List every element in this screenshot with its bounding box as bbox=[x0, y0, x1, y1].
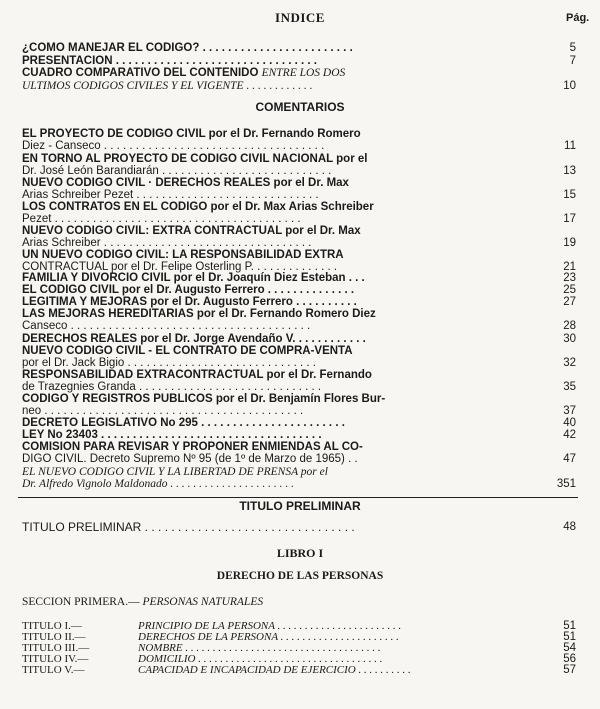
titulo-page-number: 51 bbox=[563, 620, 576, 632]
comentario-entry-continuation: Arias Schreiber Pezet . . . . . . . . . . . . . . . . . . . . . . . . . . . . . bbox=[22, 189, 319, 201]
comentario-page-number: 37 bbox=[563, 405, 576, 417]
comentario-page-number: 28 bbox=[563, 320, 576, 332]
comentario-entry-continuation: Canseco . . . . . . . . . . . . . . . . . . . . . . . . . . . . . . . . . . . . . . bbox=[22, 320, 311, 332]
comentario-entry: NUEVO CODIGO CIVIL · DERECHOS REALES por el Dr. Max bbox=[22, 177, 349, 189]
intro-page-number: 7 bbox=[569, 55, 576, 67]
comentario-page-number: 19 bbox=[563, 237, 576, 249]
comentario-entry: DERECHOS REALES por el Dr. Jorge Avendaño V. . . . . . . . . . . . bbox=[22, 333, 366, 345]
comentario-entry-continuation: Pezet . . . . . . . . . . . . . . . . . . . . . . . . . . . . . . . . . . . . . . . bbox=[22, 213, 301, 225]
titulo-preliminar-entry: TITULO PRELIMINAR . . . . . . . . . . . . . . . . . . . . . . . . . . . . . . . . bbox=[22, 521, 355, 533]
comentario-page-number: 351 bbox=[556, 478, 576, 490]
intro-entry-cuadro-line2: ULTIMOS CODIGOS CIVILES Y EL VIGENTE . . . . . . . . . . . . bbox=[22, 80, 313, 92]
comentario-page-number: 30 bbox=[563, 333, 576, 345]
page-title: INDICE bbox=[275, 10, 325, 25]
comentario-entry: LAS MEJORAS HEREDITARIAS por el Dr. Fernando Romero Diez bbox=[22, 308, 376, 320]
comentario-entry: LEY No 23403 . . . . . . . . . . . . . . . . . . . . . . . . . . . . . . . . . . . bbox=[22, 429, 322, 441]
comentario-page-number: 35 bbox=[563, 381, 576, 393]
cuadro-title: CUADRO COMPARATIVO DEL CONTENIDO bbox=[22, 67, 259, 79]
comentario-entry-continuation: Diez - Canseco . . . . . . . . . . . . . . . . . . . . . . . . . . . . . . . . . . . bbox=[22, 140, 325, 152]
comentario-entry-continuation: DIGO CIVIL. Decreto Supremo Nº 95 (de 1º de Marzo de 1965) . . bbox=[22, 453, 358, 465]
comentario-entry-continuation: CONTRACTUAL por el Dr. Felipe Osterling P. . . . . . . . . . . . . . bbox=[22, 261, 338, 273]
comentario-entry-continuation: Dr. Alfredo Vignolo Maldonado . . . . . . . . . . . . . . . . . . . . . . bbox=[22, 478, 294, 490]
comentario-entry: FAMILIA Y DIVORCIO CIVIL por el Dr. Joaquín Diez Esteban . . . bbox=[22, 272, 365, 284]
titulo-name: DOMICILIO . . . . . . . . . . . . . . . . . . . . . . . . . . . . . . . . . . bbox=[138, 653, 383, 665]
titulo-preliminar-page-number: 48 bbox=[563, 521, 576, 533]
comentario-entry: COMISION PARA REVISAR Y PROPONER ENMIENDAS AL CO- bbox=[22, 441, 363, 453]
titulo-page-number: 54 bbox=[563, 642, 576, 654]
titulo-label: TITULO II.— bbox=[22, 631, 86, 643]
titulo-label: TITULO III.— bbox=[22, 642, 90, 654]
comentario-entry: LEGITIMA Y MEJORAS por el Dr. Augusto Ferrero . . . . . . . . . . bbox=[22, 296, 357, 308]
titulo-page-number: 51 bbox=[563, 631, 576, 643]
comentario-entry: EN TORNO AL PROYECTO DE CODIGO CIVIL NACIONAL por el bbox=[22, 153, 368, 165]
intro-page-number: 10 bbox=[563, 80, 576, 92]
comentario-entry: UN NUEVO CODIGO CIVIL: LA RESPONSABILIDAD EXTRA bbox=[22, 249, 344, 261]
titulo-name: PRINCIPIO DE LA PERSONA . . . . . . . . . . . . . . . . . . . . . . . bbox=[138, 620, 402, 632]
comentario-entry: CODIGO Y REGISTROS PUBLICOS por el Dr. Benjamín Flores Bur- bbox=[22, 393, 386, 405]
comentario-entry: NUEVO CODIGO CIVIL - EL CONTRATO DE COMPRA-VENTA bbox=[22, 345, 353, 357]
comentario-page-number: 11 bbox=[564, 140, 576, 152]
intro-entry-como-manejar: ¿COMO MANEJAR EL CODIGO? . . . . . . . . . . . . . . . . . . . . . . . . bbox=[22, 42, 353, 54]
titulo-name: DERECHOS DE LA PERSONA . . . . . . . . . . . . . . . . . . . . . . bbox=[138, 631, 399, 643]
comentario-page-number: 13 bbox=[563, 165, 576, 177]
comentario-page-number: 15 bbox=[563, 189, 576, 201]
comentario-page-number: 42 bbox=[563, 429, 576, 441]
titulo-name: CAPACIDAD E INCAPACIDAD DE EJERCICIO . . . . . . . . . . bbox=[138, 664, 411, 676]
comentario-entry: RESPONSABILIDAD EXTRACONTRACTUAL por el Dr. Fernando bbox=[22, 369, 372, 381]
derecho-heading: DERECHO DE LAS PERSONAS bbox=[216, 570, 384, 582]
intro-entry-presentacion: PRESENTACION . . . . . . . . . . . . . . . . . . . . . . . . . . . . . . . . bbox=[22, 55, 318, 67]
titulo-preliminar-heading: TITULO PRELIMINAR bbox=[239, 499, 361, 513]
comentario-entry-continuation: de Trazegnies Granda . . . . . . . . . . . . . . . . . . . . . . . . . . . . . bbox=[22, 381, 322, 393]
comentario-page-number: 25 bbox=[563, 284, 576, 296]
seccion-name: PERSONAS NATURALES bbox=[142, 596, 264, 608]
comentario-page-number: 23 bbox=[563, 272, 576, 284]
intro-entry-cuadro bbox=[22, 67, 526, 79]
comentario-page-number: 47 bbox=[563, 453, 576, 465]
titulo-name: NOMBRE . . . . . . . . . . . . . . . . . . . . . . . . . . . . . . . . . . . . bbox=[138, 642, 381, 654]
comentario-page-number: 40 bbox=[563, 417, 576, 429]
intro-page-number: 5 bbox=[569, 42, 576, 54]
comentario-entry: LOS CONTRATOS EN EL CODIGO por el Dr. Max Arias Schreiber bbox=[22, 201, 374, 213]
titulo-label: TITULO V.— bbox=[22, 664, 85, 676]
comentario-page-number: 27 bbox=[563, 296, 576, 308]
comentario-entry-continuation: Arias Schreiber . . . . . . . . . . . . . . . . . . . . . . . . . . . . . . . . . bbox=[22, 237, 312, 249]
comentario-entry-continuation: por el Dr. Jack Bigio . . . . . . . . . . . . . . . . . . . . . . . . . . . . . . bbox=[22, 357, 316, 369]
comentario-entry: DECRETO LEGISLATIVO No 295 . . . . . . . . . . . . . . . . . . . . . . . bbox=[22, 417, 345, 429]
comentarios-heading: COMENTARIOS bbox=[255, 100, 345, 114]
comentario-entry: EL PROYECTO DE CODIGO CIVIL por el Dr. Fernando Romero bbox=[22, 128, 361, 140]
divider bbox=[18, 497, 578, 498]
comentario-page-number: 21 bbox=[563, 261, 576, 273]
comentario-entry-continuation: Dr. José León Barandiarán . . . . . . . . . . . . . . . . . . . . . . . . . . . bbox=[22, 165, 332, 177]
seccion-entry bbox=[22, 596, 526, 608]
titulo-page-number: 56 bbox=[563, 653, 576, 665]
comentario-entry-continuation: neo . . . . . . . . . . . . . . . . . . . . . . . . . . . . . . . . . . . . . . . . . bbox=[22, 405, 304, 417]
libro-heading: LIBRO I bbox=[276, 546, 324, 560]
titulo-label: TITULO IV.— bbox=[22, 653, 89, 665]
comentario-page-number: 17 bbox=[563, 213, 576, 225]
comentario-entry: EL NUEVO CODIGO CIVIL Y LA LIBERTAD DE PRENSA por el bbox=[22, 466, 328, 478]
titulo-page-number: 57 bbox=[563, 664, 576, 676]
comentario-entry: EL CODIGO CIVIL por el Dr. Augusto Ferrero . . . . . . . . . . . . . . bbox=[22, 284, 355, 296]
comentario-page-number: 32 bbox=[563, 357, 576, 369]
cuadro-title-italic: ENTRE LOS DOS bbox=[261, 67, 346, 79]
page-column-label: Pág. bbox=[566, 12, 590, 24]
seccion-label: SECCION PRIMERA.— bbox=[22, 596, 140, 608]
comentario-entry: NUEVO CODIGO CIVIL: EXTRA CONTRACTUAL por el Dr. Max bbox=[22, 225, 361, 237]
titulo-label: TITULO I.— bbox=[22, 620, 82, 632]
